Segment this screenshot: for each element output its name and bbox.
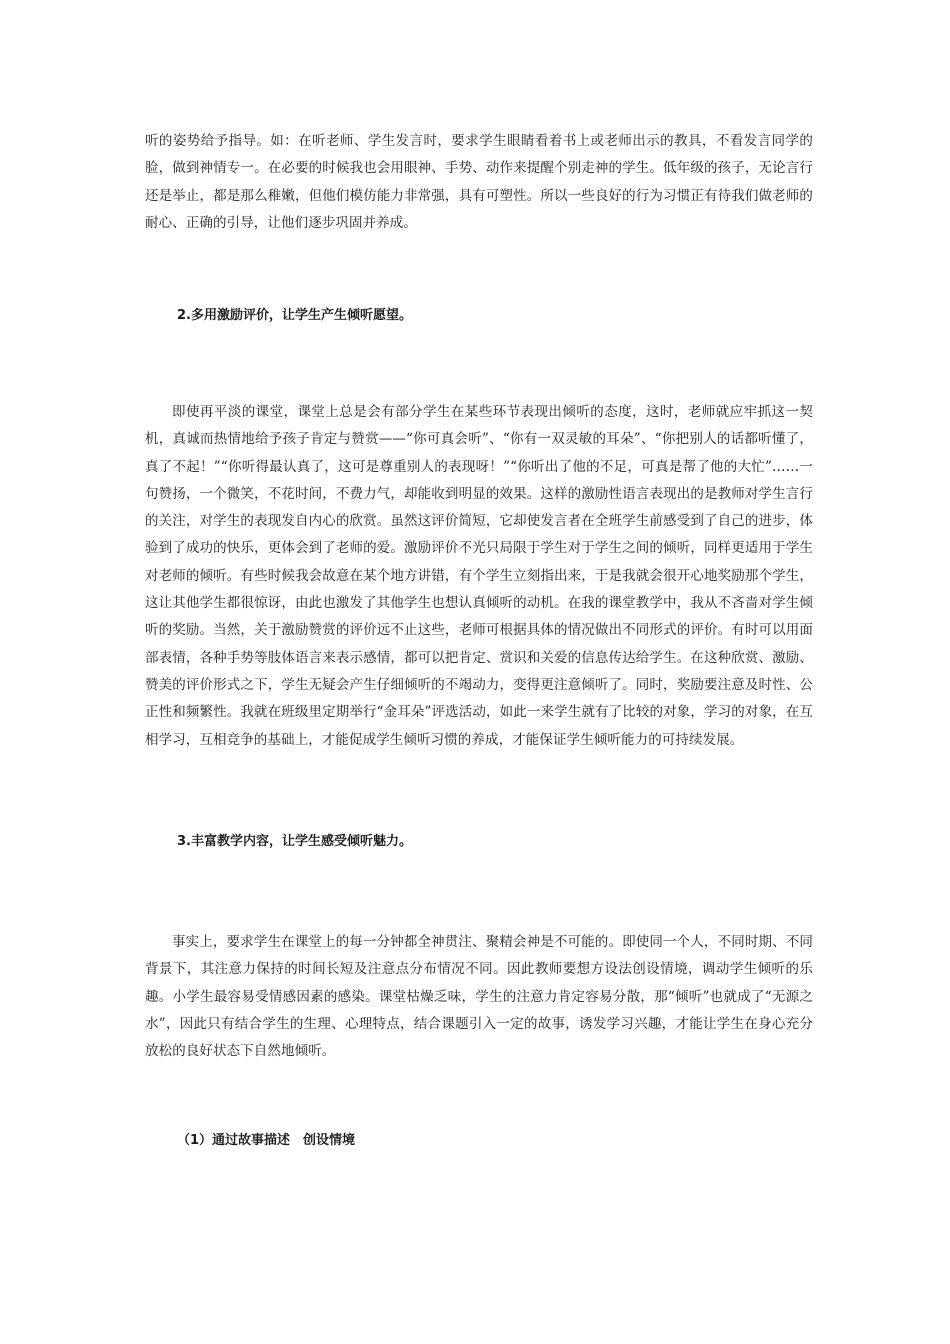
section-heading: 3.丰富教学内容，让学生感受倾听魅力。 [177,834,412,849]
body-paragraph: 事实上，要求学生在课堂上的每一分钟都全神贯注、聚精会神是不可能的。即使同一个人，不同时期、不同背景下，其注意力保持的时间长短及注意点分布情况不同。因此教师要想方设法创设情境，调动学生倾听的乐趣。小学生最容易受情感因素的感染。课堂枯燥乏味，学生的注意力肯定容易分散，那“倾听”也就成了“无源之水”，因此只有结合学生的生理、心理特点，结合课题引入一定的故事，诱发学习兴趣，才能让学生在身心充分放松的良好状态下自然地倾听。 [145,934,813,1060]
body-paragraph: 听的姿势给予指导。如：在听老师、学生发言时，要求学生眼睛看着书上或老师出示的教具，不看发言同学的脸，做到神情专一。在必要的时候我也会用眼神、手势、动作来提醒个别走神的学生。低年级的孩子，无论言行还是举止，都是那么稚嫩，但他们模仿能力非常强，具有可塑性。所以一些良好的行为习惯正有待我们做老师的耐心、正确的引导，让他们逐步巩固并养成。 [145,133,813,231]
body-paragraph: 即使再平淡的课堂，课堂上总是会有部分学生在某些环节表现出倾听的态度，这时，老师就应牢抓这一契机，真诚而热情地给予孩子肯定与赞赏——“你可真会听”、“你有一双灵敏的耳朵”、“你把别人的话都听懂了，真了不起！”“你听得最认真了，这可是尊重别人的表现呀！”“你听出了他的不足，可真是帮了他的大忙”……一句赞扬，一个微笑，不花时间，不费力气，却能收到明显的效果。这样的激励性语言表现出的是教师对学生言行的关注，对学生的表现发自内心的欣赏。虽然这评价简短，它却使发言者在全班学生前感受到了自己的进步，体验到了成功的快乐，更体会到了老师的爱。激励评价不光只局限于学生对于学生之间的倾听，同样更适用于学生对老师的倾听。有些时候我会故意在某个地方讲错，有个学生立刻指出来，于是我就会很开心地奖励那个学生，这让其他学生都很惊讶，由此也激发了其他学生也想认真倾听的动机。在我的课堂教学中，我从不吝啬对学生倾听的奖励。当然，关于激励赞赏的评价远不止这些，老师可根据具体的情况做出不同形式的评价。有时可以用面部表情，各种手势等肢体语言来表示感情，都可以把肯定、赏识和关爱的信息传达给学生。在这种欣赏、激励、赞美的评价形式之下，学生无疑会产生仔细倾听的不竭动力，变得更注意倾听了。同时，奖励要注意及时性、公正性和频繁性。我就在班级里定期举行“金耳朵”评选活动，如此一来学生就有了比较的对象，学习的对象，在互相学习，互相竞争的基础上，才能促成学生倾听习惯的养成，才能保证学生倾听能力的可持续发展。 [145,404,813,748]
subsection-heading: （1）通过故事描述 创设情境 [177,1133,356,1148]
section-heading: 2.多用激励评价，让学生产生倾听愿望。 [177,308,412,323]
